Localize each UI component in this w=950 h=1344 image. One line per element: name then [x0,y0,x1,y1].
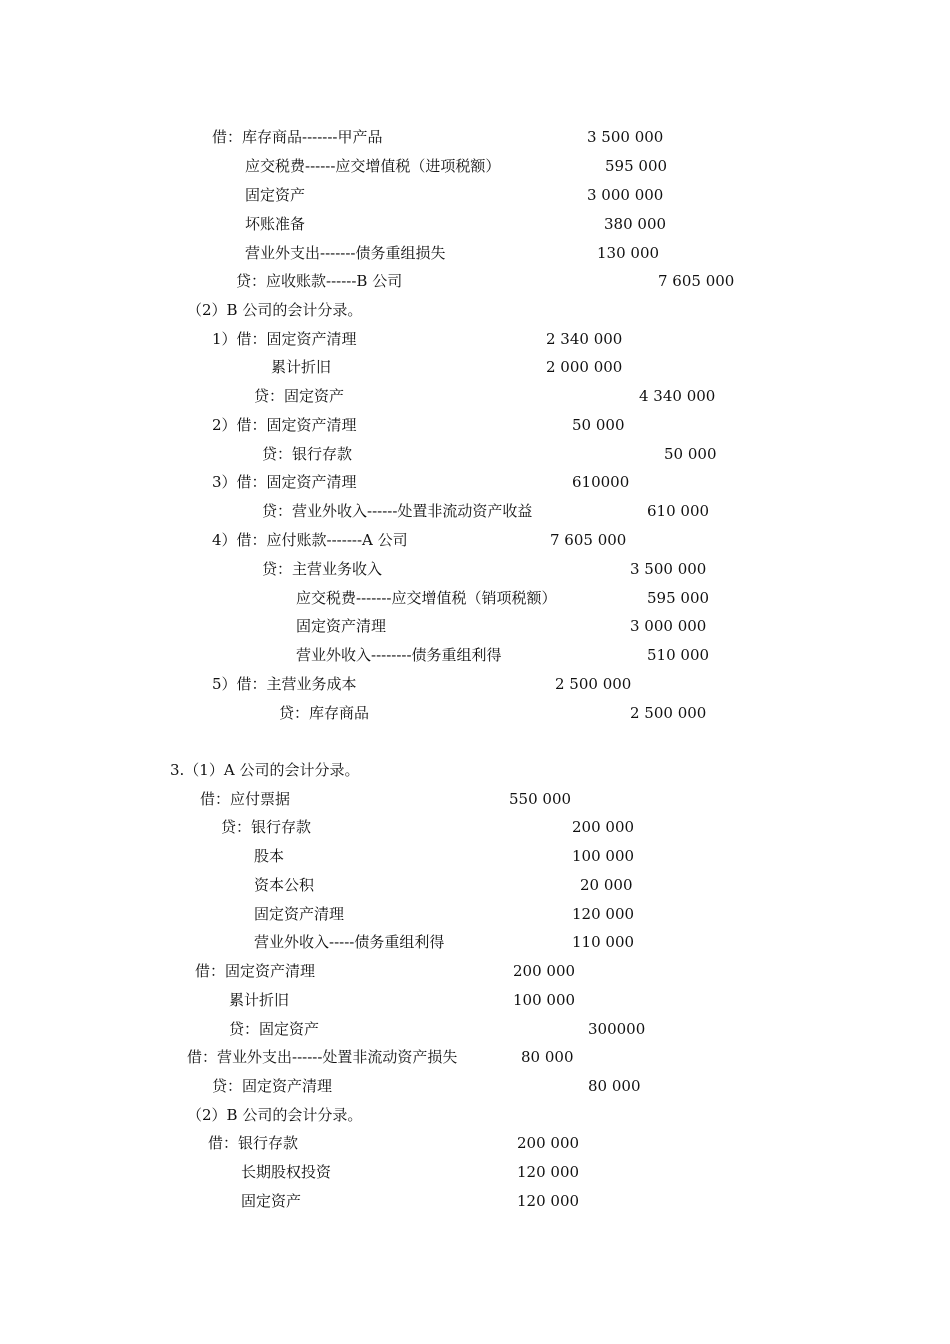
entry-account: 2）借：固定资产清理 [212,416,357,434]
entry-account: 借：营业外支出------处置非流动资产损失 [187,1048,458,1066]
credit-amount: 595 000 [647,589,710,607]
entry-account: 贷：银行存款 [221,818,312,836]
entry-account: 贷：银行存款 [262,445,353,463]
entry-account: 固定资产清理 [254,905,345,923]
entry-account: 借：固定资产清理 [195,962,316,980]
debit-amount: 120 000 [517,1192,580,1210]
entry-account: 贷：应收账款------B 公司 [236,272,403,290]
credit-amount: 7 605 000 [658,272,735,290]
entry-account: 营业外支出-------债务重组损失 [245,244,446,262]
credit-amount: 200 000 [572,818,635,836]
entry-account: （2）B 公司的会计分录。 [187,301,363,319]
entry-account: 1）借：固定资产清理 [212,330,357,348]
debit-amount: 2 340 000 [546,330,623,348]
entry-account: 资本公积 [254,876,315,894]
entry-account: 营业外收入-----债务重组利得 [254,933,445,951]
entry-account: 4）借：应付账款-------A 公司 [212,531,408,549]
debit-amount: 130 000 [597,244,660,262]
debit-amount: 2 000 000 [546,358,623,376]
credit-amount: 3 500 000 [630,560,707,578]
credit-amount: 4 340 000 [639,387,716,405]
entry-account: 坏账准备 [245,215,306,233]
debit-amount: 2 500 000 [555,675,632,693]
credit-amount: 120 000 [572,905,635,923]
debit-amount: 200 000 [513,962,576,980]
credit-amount: 3 000 000 [630,617,707,635]
debit-amount: 120 000 [517,1163,580,1181]
entry-account: 应交税费------应交增值税（进项税额） [245,157,501,175]
debit-amount: 3 000 000 [587,186,664,204]
credit-amount: 510 000 [647,646,710,664]
credit-amount: 80 000 [588,1077,641,1095]
credit-amount: 110 000 [572,933,635,951]
entry-account: 股本 [254,847,285,865]
debit-amount: 595 000 [605,157,668,175]
entry-account: 累计折旧 [271,358,332,376]
debit-amount: 380 000 [604,215,667,233]
debit-amount: 7 605 000 [550,531,627,549]
entry-account: 长期股权投资 [241,1163,332,1181]
entry-account: 固定资产 [241,1192,302,1210]
entry-account: 固定资产 [245,186,306,204]
entry-account: 贷：营业外收入------处置非流动资产收益 [262,502,533,520]
entry-account: 贷：固定资产 [254,387,345,405]
entry-account: 贷：固定资产 [229,1020,320,1038]
entry-account: （2）B 公司的会计分录。 [187,1106,363,1124]
entry-account: 3.（1）A 公司的会计分录。 [170,761,360,779]
credit-amount: 20 000 [580,876,633,894]
entry-account: 贷：库存商品 [279,704,370,722]
debit-amount: 550 000 [509,790,572,808]
credit-amount: 100 000 [572,847,635,865]
entry-account: 营业外收入--------债务重组利得 [296,646,502,664]
entry-account: 应交税费-------应交增值税（销项税额） [296,589,557,607]
debit-amount: 100 000 [513,991,576,1009]
entry-account: 5）借：主营业务成本 [212,675,357,693]
debit-amount: 80 000 [521,1048,574,1066]
debit-amount: 50 000 [572,416,625,434]
debit-amount: 200 000 [517,1134,580,1152]
entry-account: 累计折旧 [229,991,290,1009]
entry-account: 贷：主营业务收入 [262,560,383,578]
debit-amount: 610000 [572,473,630,491]
credit-amount: 2 500 000 [630,704,707,722]
credit-amount: 50 000 [664,445,717,463]
debit-amount: 3 500 000 [587,128,664,146]
entry-account: 借：库存商品-------甲产品 [212,128,383,146]
credit-amount: 300000 [588,1020,646,1038]
entry-account: 固定资产清理 [296,617,387,635]
entry-account: 贷：固定资产清理 [212,1077,333,1095]
entry-account: 3）借：固定资产清理 [212,473,357,491]
credit-amount: 610 000 [647,502,710,520]
entry-account: 借：银行存款 [208,1134,299,1152]
entry-account: 借：应付票据 [200,790,291,808]
